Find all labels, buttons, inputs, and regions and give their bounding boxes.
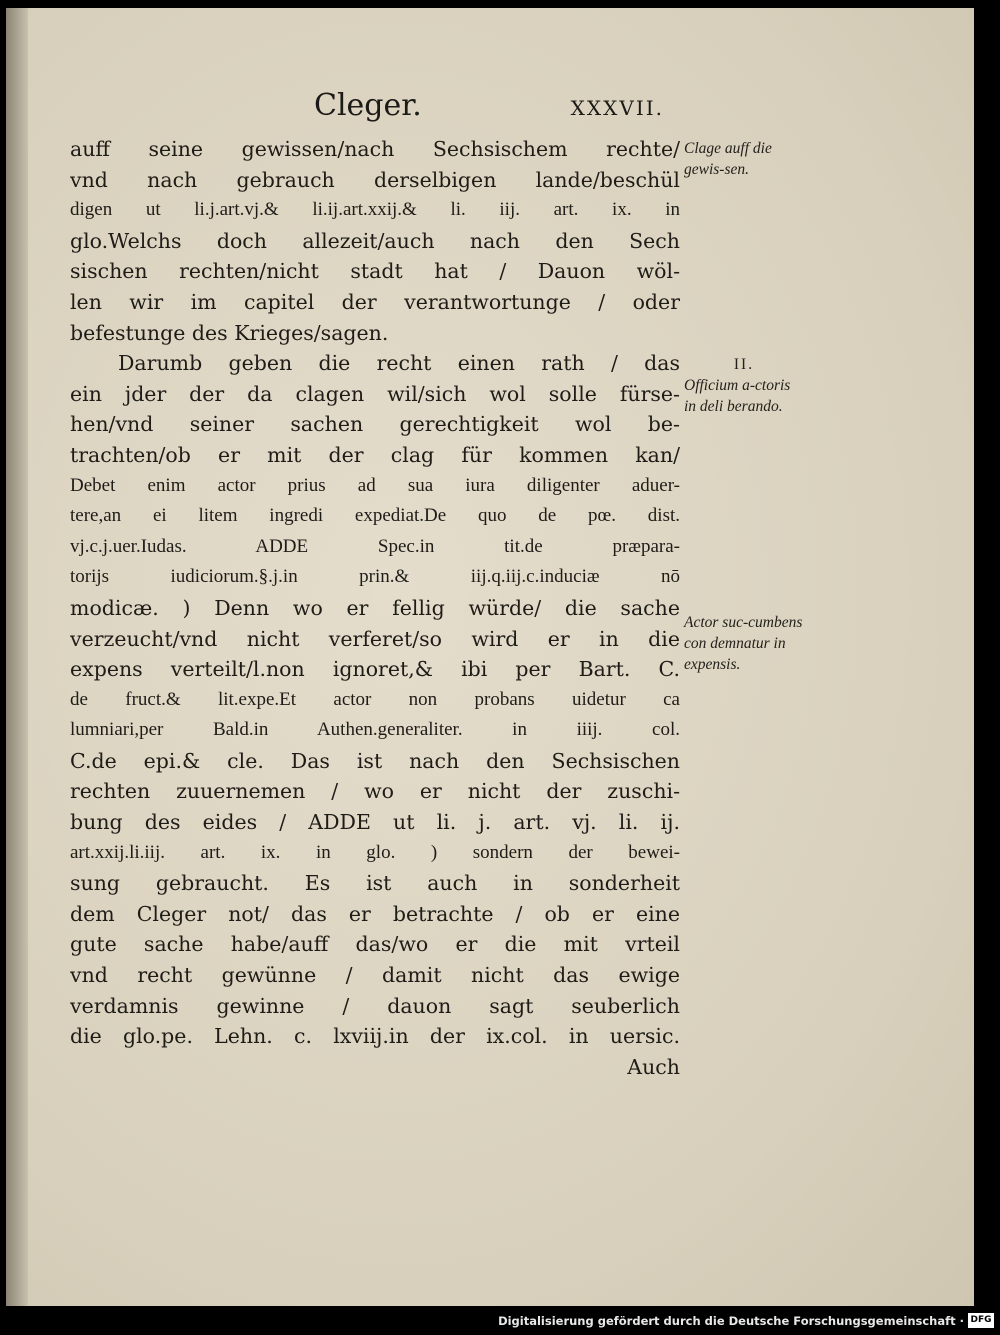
text-line: bung des eides / ADDE ut li. j. art. vj. li. ij. (70, 810, 680, 835)
text-line: expens verteilt/l.non ignoret,& ibi per Bart. C. (70, 657, 680, 682)
text-line: torijs iudiciorum.§.j.in prin.& iij.q.iij.c.induciæ nō (70, 566, 680, 588)
catchword: Auch (627, 1054, 680, 1079)
main-text-block (70, 134, 680, 1082)
margin-note-number: II. (733, 356, 755, 373)
text-line: die glo.pe. Lehn. c. lxviij.in der ix.col. in uersic. (70, 1024, 680, 1049)
text-line: art.xxij.li.iij. art. ix. in glo. ) sondern der bewei- (70, 841, 680, 863)
book-page (6, 8, 974, 1306)
text-line: verzeucht/vnd nicht verferet/so wird er in die (70, 626, 680, 651)
margin-note-text: Officium a-ctoris in deli berando. (684, 377, 791, 415)
text-line: Darumb geben die recht einen rath / das (118, 351, 680, 376)
text-line: vnd recht gewünne / damit nicht das ewige (70, 963, 680, 988)
margin-note-officium (684, 354, 804, 417)
text-line: lumniari,per Bald.in Authen.generaliter. in iiij. col. (70, 719, 680, 741)
folio-number: XXXVII. (570, 96, 664, 120)
running-title: Cleger. (314, 88, 422, 123)
margin-note-text: Clage auff die gewis-sen. (684, 140, 772, 178)
funding-credit: Digitalisierung gefördert durch die Deutsche Forschungsgemeinschaft · (498, 1314, 964, 1328)
text-line: hen/vnd seiner sachen gerechtigkeit wol be- (70, 412, 680, 437)
text-line: vj.c.j.uer.Iudas. ADDE Spec.in tit.de præpara- (70, 535, 680, 557)
margin-note-actor (684, 612, 804, 675)
page-gutter (6, 8, 28, 1306)
text-line: befestunge des Krieges/sagen. (70, 320, 389, 345)
digitization-footer (0, 1308, 1000, 1335)
text-line: C.de epi.& cle. Das ist nach den Sechsischen (70, 748, 680, 773)
text-line: vnd nach gebrauch derselbigen lande/beschül (70, 167, 680, 192)
text-line: de fruct.& lit.expe.Et actor non probans uidetur ca (70, 688, 680, 710)
text-line: auff seine gewissen/nach Sechsischem rechte/ (70, 137, 680, 161)
text-line: len wir im capitel der verantwortunge / oder (70, 289, 680, 314)
margin-note-text: Actor suc-cumbens con demnatur in expensis. (684, 614, 803, 673)
text-line: trachten/ob er mit der clag für kommen kan/ (70, 442, 680, 467)
text-line: tere,an ei litem ingredi expediat.De quo de pœ. dist. (70, 505, 680, 527)
running-header (314, 88, 664, 128)
margin-note-clage (684, 138, 804, 180)
text-line: ein jder der da clagen wil/sich wol solle fürse- (70, 381, 680, 406)
text-line: Debet enim actor prius ad sua iura diligenter aduer- (70, 474, 680, 496)
text-line: sung gebraucht. Es ist auch in sonderheit (70, 871, 680, 896)
text-line: rechten zuuernemen / wo er nicht der zuschi- (70, 779, 680, 804)
text-line: sischen rechten/nicht stadt hat / Dauon wöl- (70, 259, 680, 284)
text-line: digen ut li.j.art.vj.& li.ij.art.xxij.& li. iij. art. ix. in (70, 199, 680, 221)
text-line: glo.Welchs doch allezeit/auch nach den Sech (70, 228, 680, 253)
text-line: verdamnis gewinne / dauon sagt seuberlich (70, 993, 680, 1018)
dfg-logo: DFG (968, 1313, 994, 1328)
text-line: gute sache habe/auff das/wo er die mit vrteil (70, 932, 680, 957)
text-line: dem Cleger not/ das er betrachte / ob er eine (70, 901, 680, 926)
text-line: modicæ. ) Denn wo er fellig würde/ die sache (70, 595, 680, 620)
